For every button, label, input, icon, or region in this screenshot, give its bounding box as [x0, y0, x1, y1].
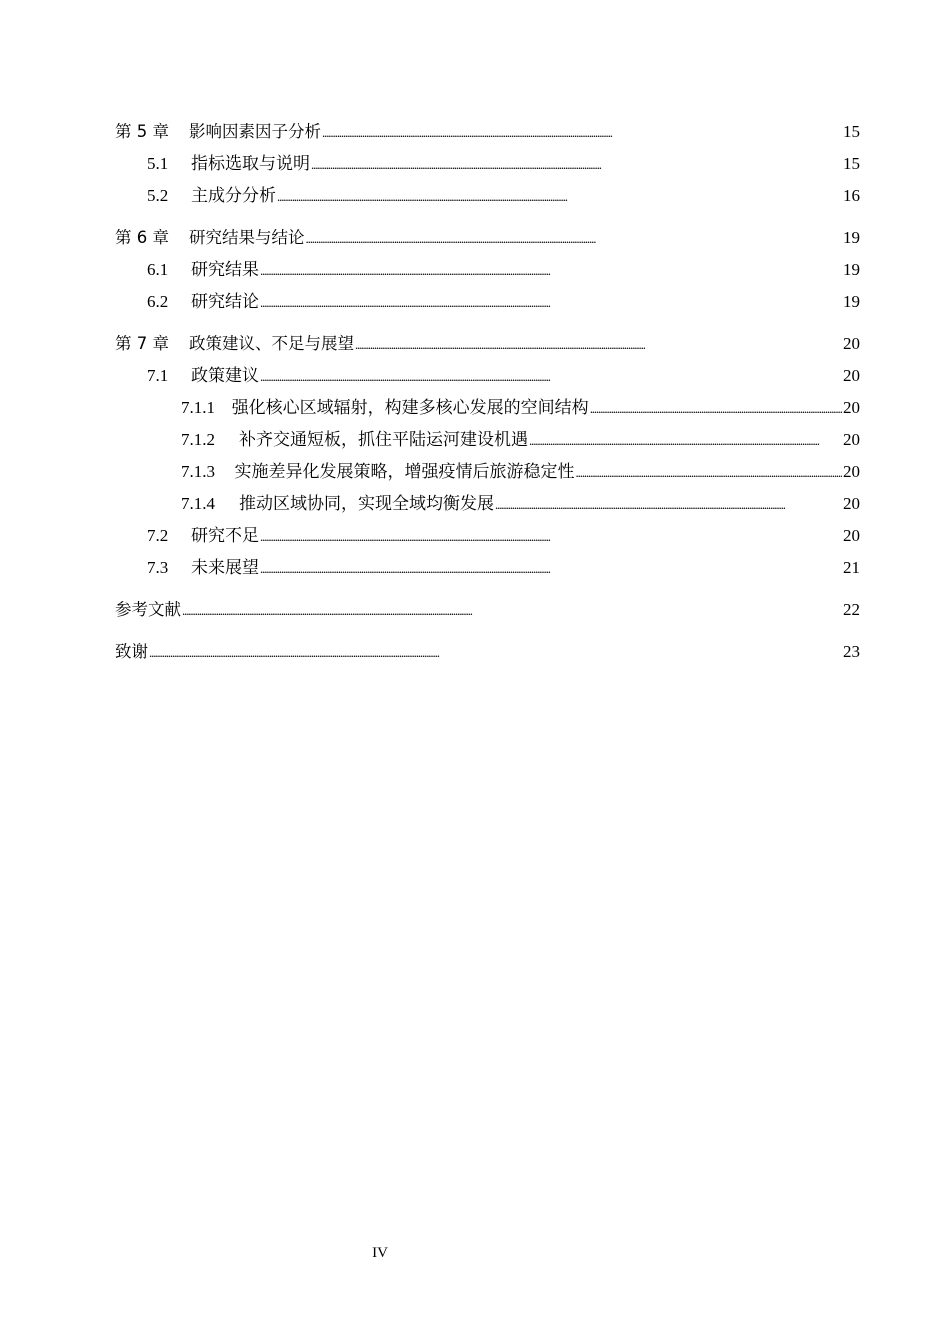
toc-entry-7-3[interactable]: [115, 552, 860, 584]
toc-leader-dots: [260, 552, 842, 585]
toc-page-number: 20: [843, 430, 860, 449]
toc-title: 影响因素因子分析: [189, 122, 321, 141]
toc-title: 参考文献: [115, 600, 181, 619]
toc-title: 政策建议、不足与展望: [189, 334, 354, 353]
toc-page-number: 23: [843, 642, 860, 661]
toc-number: 7.2: [147, 526, 169, 545]
toc-number: 第 5 章: [115, 122, 169, 141]
toc-entry-acknowledgements[interactable]: [115, 636, 860, 668]
toc-page-number: 20: [843, 334, 860, 353]
toc-title: 研究结果: [191, 260, 259, 279]
toc-leader-dots: [576, 456, 842, 489]
table-of-contents: [115, 116, 860, 668]
toc-page-number: 20: [843, 494, 860, 513]
toc-number: 5.2: [147, 186, 169, 205]
toc-entry-chapter-5[interactable]: [115, 116, 860, 148]
toc-number: 第 7 章: [115, 334, 169, 353]
toc-page-number: 15: [843, 154, 860, 173]
toc-number: 5.1: [147, 154, 169, 173]
toc-page-number: 20: [843, 462, 860, 481]
toc-entry-chapter-6[interactable]: [115, 222, 860, 254]
toc-entry-5-2[interactable]: [115, 180, 860, 212]
toc-page-number: 19: [843, 292, 860, 311]
toc-leader-dots: [260, 360, 842, 393]
toc-number: 6.1: [147, 260, 169, 279]
toc-page-number: 22: [843, 600, 860, 619]
toc-page-number: 16: [843, 186, 860, 205]
toc-page-number: 20: [843, 366, 860, 385]
toc-leader-dots: [260, 520, 842, 553]
toc-entry-6-1[interactable]: [115, 254, 860, 286]
toc-leader-dots: [260, 286, 842, 319]
toc-title: 补齐交通短板，抓住平陆运河建设机遇: [239, 430, 528, 449]
toc-title: 推动区域协同，实现全域均衡发展: [239, 494, 494, 513]
toc-number: 6.2: [147, 292, 169, 311]
page-footer-number: IV: [372, 1245, 388, 1261]
toc-number: 7.1.2: [181, 430, 215, 449]
toc-number: 7.1: [147, 366, 169, 385]
toc-entry-chapter-7[interactable]: [115, 328, 860, 360]
toc-entry-references[interactable]: [115, 594, 860, 626]
toc-number: 7.3: [147, 558, 169, 577]
toc-entry-5-1[interactable]: [115, 148, 860, 180]
toc-page-number: 19: [843, 228, 860, 247]
toc-title: 政策建议: [191, 366, 259, 385]
toc-leader-dots: [306, 222, 843, 255]
toc-entry-7-1-4[interactable]: [115, 488, 860, 520]
toc-title: 未来展望: [191, 558, 259, 577]
toc-leader-dots: [277, 180, 842, 213]
toc-page-number: 20: [843, 398, 860, 417]
toc-page-number: 15: [843, 122, 860, 141]
toc-leader-dots: [529, 424, 842, 457]
toc-leader-dots: [260, 254, 842, 287]
toc-title: 主成分分析: [191, 186, 276, 205]
toc-entry-7-2[interactable]: [115, 520, 860, 552]
toc-number: 7.1.4: [181, 494, 215, 513]
toc-title: 指标选取与说明: [191, 154, 310, 173]
toc-entry-7-1-3[interactable]: [115, 456, 860, 488]
toc-entry-6-2[interactable]: [115, 286, 860, 318]
toc-leader-dots: [322, 116, 842, 149]
toc-title: 研究不足: [191, 526, 259, 545]
toc-entry-7-1-2[interactable]: [115, 424, 860, 456]
toc-number: 7.1.3: [181, 462, 215, 481]
toc-leader-dots: [311, 148, 842, 181]
toc-leader-dots: [590, 392, 842, 425]
toc-title: 研究结果与结论: [189, 228, 305, 247]
toc-entry-7-1-1[interactable]: [115, 392, 860, 424]
toc-title: 强化核心区域辐射，构建多核心发展的空间结构: [231, 398, 589, 417]
toc-title: 研究结论: [191, 292, 259, 311]
toc-number: 7.1.1: [181, 398, 215, 417]
toc-leader-dots: [355, 328, 842, 361]
toc-leader-dots: [182, 594, 842, 627]
toc-entry-7-1[interactable]: [115, 360, 860, 392]
toc-leader-dots: [149, 636, 842, 669]
toc-page-number: 19: [843, 260, 860, 279]
toc-number: 第 6 章: [115, 228, 169, 247]
toc-title: 致谢: [115, 642, 148, 661]
toc-page-number: 21: [843, 558, 860, 577]
toc-leader-dots: [495, 488, 842, 521]
toc-title: 实施差异化发展策略，增强疫情后旅游稳定性: [234, 462, 575, 481]
toc-page-number: 20: [843, 526, 860, 545]
